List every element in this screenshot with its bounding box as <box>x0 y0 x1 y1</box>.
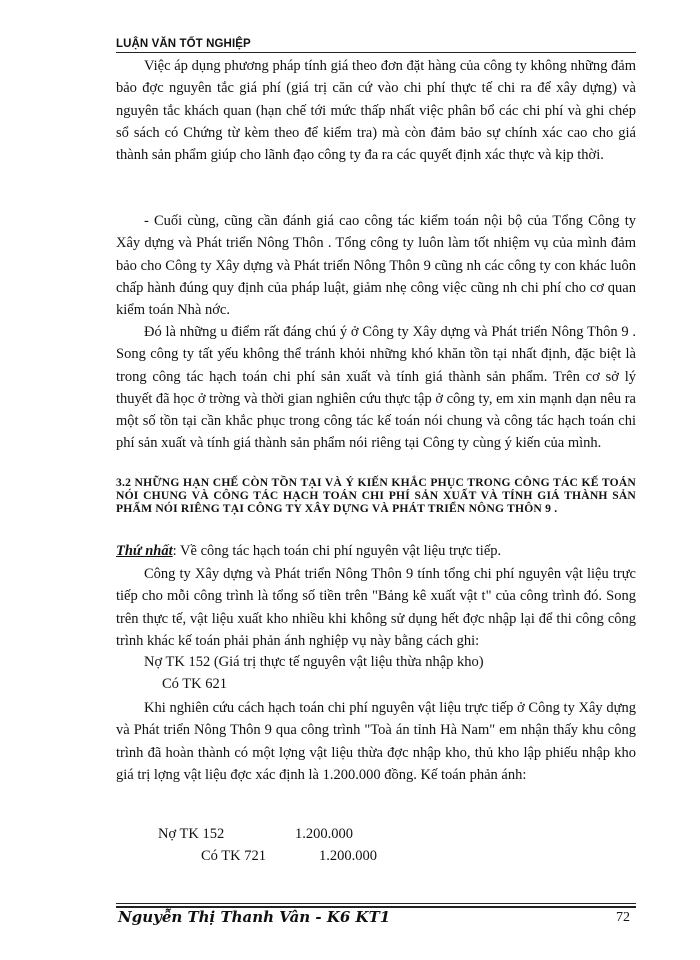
journal-entry-2-credit-account: Có TK 721 <box>201 848 266 864</box>
journal-entry-1-credit: Có TK 621 <box>162 676 227 692</box>
footer-rule-thin <box>116 903 636 904</box>
section-heading-3-2: 3.2 NHỮNG HẠN CHẾ CÒN TỒN TẠI VÀ Ý KIẾN KHẮC PHỤC TRONG CÔNG TÁC KẾ TOÁN NÓI CHUNG VÀ CÔNG TÁC HẠCH TOÁN CHI PHÍ SẢN XUẤT VÀ TÍNH GIÁ THÀNH SẢN PHẨM NÓI RIÊNG TẠI CÔNG TY XÂY DỰNG VÀ PHÁT TRIỂN NÔNG THÔN 9 . <box>116 476 636 515</box>
subsection-first <box>116 540 636 562</box>
header-rule <box>116 52 636 53</box>
footer-author: Nguyễn Thị Thanh Vân - K6 KT1 <box>118 908 391 926</box>
journal-entry-1-debit: Nợ TK 152 (Giá trị thực tế nguyên vật liệu thừa nhập kho) <box>144 654 484 670</box>
paragraph-pricing-method: Việc áp dụng phương pháp tính giá theo đơn đặt hàng của công ty không những đảm bảo đợc nguyên tắc giá phí (giá trị căn cứ vào chi phí thực tế chi ra để xây dựng) và nguyên tắc khách quan (hạn chế tới mức thấp nhất việc phân bổ các chi phí và ghi chép sổ sách có Chứng từ kèm theo để kiểm tra) mà còn đảm bảo sự chính xác cao cho giá thành sản phẩm giúp cho lãnh đạo công ty đa ra các quyết định xác thực và kịp thời. <box>116 58 636 164</box>
paragraph-internal-audit: - Cuối cùng, cũng cần đánh giá cao công tác kiểm toán nội bộ của Tổng Công ty Xây dựng và Phát triển Nông Thôn . Tổng công ty luôn làm tốt nhiệm vụ của mình đảm bảo cho Công ty Xây dựng và Phát triển Nông Thôn 9 cũng nh các công ty con khác luôn chấp hành đúng quy định của pháp luật, giảm nhẹ công việc cũng nh chi phí cho cơ quan kiểm toán Nhà nớc. <box>116 213 636 319</box>
page-number: 72 <box>616 910 630 925</box>
subsection-label: Thứ nhất <box>116 543 173 559</box>
paragraph-court-project: Khi nghiên cứu cách hạch toán chi phí nguyên vật liệu trực tiếp ở Công ty Xây dựng và Phát triển Nông Thôn 9 qua công trình "Toà án tỉnh Hà Nam" em nhận thấy khu công trình đã hoàn thành có một lợng vật liệu thừa đợc nhập kho, thủ kho lập phiếu nhập kho giá trị lợng vật liệu đợc xác định là 1.200.000 đồng. Kế toán phản ánh: <box>116 700 636 783</box>
journal-entry-2-credit-amount: 1.200.000 <box>319 848 377 864</box>
running-header: LUẬN VĂN TỐT NGHIỆP <box>116 38 251 50</box>
paragraph-advantages: Đó là những u điểm rất đáng chú ý ở Công ty Xây dựng và Phát triển Nông Thôn 9 . Song công ty tất yếu không thể tránh khỏi những khó khăn tồn tại nhất định, đặc biệt là trong công tác hạch toán chi phí sản xuất và tính giá thành sản phẩm. Trên cơ sở lý thuyết đã học ở trờng và thời gian nghiên cứu thực tập ở công ty, em xin mạnh dạn nêu ra một số tồn tại cần khắc phục trong công tác kế toán nói chung và công tác hạch toán chi phí sản xuất và tính giá thành sản phẩm nói riêng tại Công ty cùng ý kiến của mình. <box>116 324 636 452</box>
paragraph-material-costs: Công ty Xây dựng và Phát triển Nông Thôn 9 tính tổng chi phí nguyên vật liệu trực tiếp cho mỗi công trình là tổng số tiền trên "Bảng kê xuất vật t" của công trình đó. Song trên thực tế, vật liệu xuất kho nhiều khi không sử dụng hết đợc nhập lại để thi công công trình khác kế toán phải phản ánh nghiệp vụ này bằng cách ghi: <box>116 566 636 649</box>
journal-entry-2-debit-amount: 1.200.000 <box>295 826 353 842</box>
journal-entry-2-debit-account: Nợ TK 152 <box>158 826 225 842</box>
subsection-text: : Về công tác hạch toán chi phí nguyên vật liệu trực tiếp. <box>172 543 502 559</box>
